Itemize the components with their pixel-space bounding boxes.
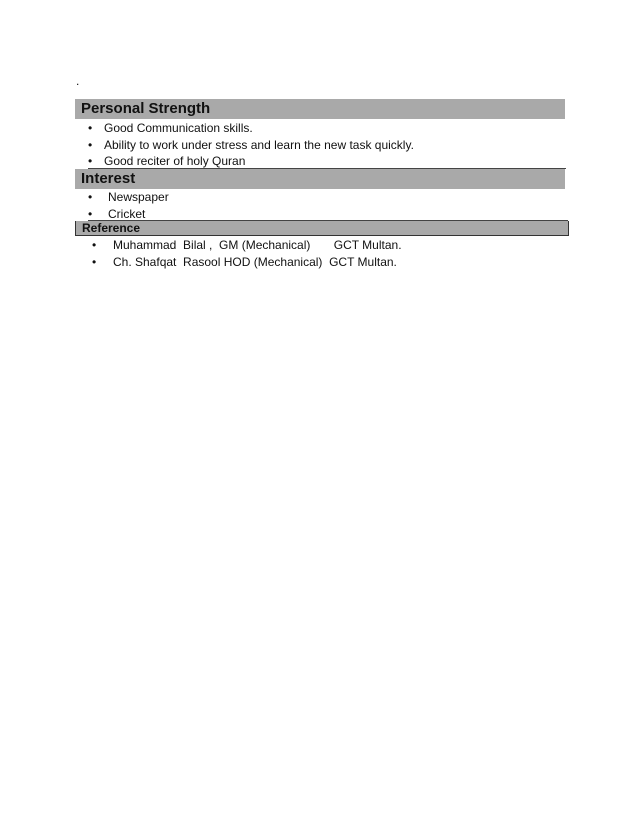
list-item-text: Newspaper xyxy=(108,190,169,204)
bullet-icon: • xyxy=(88,190,93,204)
list-item-text: Cricket xyxy=(108,206,146,221)
list-item-text: Ch. Shafqat Rasool HOD (Mechanical) GCT Multan. xyxy=(113,254,397,269)
list-item xyxy=(88,189,169,206)
bullet-icon: • xyxy=(88,137,93,152)
list-item-text: Ability to work under stress and learn the new task quickly. xyxy=(104,137,414,152)
list-item xyxy=(88,120,414,137)
bullet-icon: • xyxy=(92,254,97,269)
reference-list xyxy=(92,237,402,270)
bullet-icon: • xyxy=(88,206,93,221)
section-heading-personal-strength: Personal Strength xyxy=(75,99,565,119)
bullet-icon: • xyxy=(92,238,97,252)
list-item xyxy=(92,254,402,271)
list-item-text: Muhammad Bilal , GM (Mechanical) GCT Multan. xyxy=(113,238,402,252)
section-heading-reference: Reference xyxy=(75,221,569,236)
personal-strength-list xyxy=(88,120,414,170)
list-item xyxy=(92,237,402,254)
list-item-text: Good reciter of holy Quran xyxy=(104,154,246,168)
stray-dot: . xyxy=(76,74,80,88)
bullet-icon: • xyxy=(88,121,93,135)
list-item xyxy=(88,137,414,154)
section-heading-interest: Interest xyxy=(75,169,565,189)
bullet-icon: • xyxy=(88,154,93,168)
interest-list xyxy=(88,189,169,222)
list-item-text: Good Communication skills. xyxy=(104,121,253,135)
